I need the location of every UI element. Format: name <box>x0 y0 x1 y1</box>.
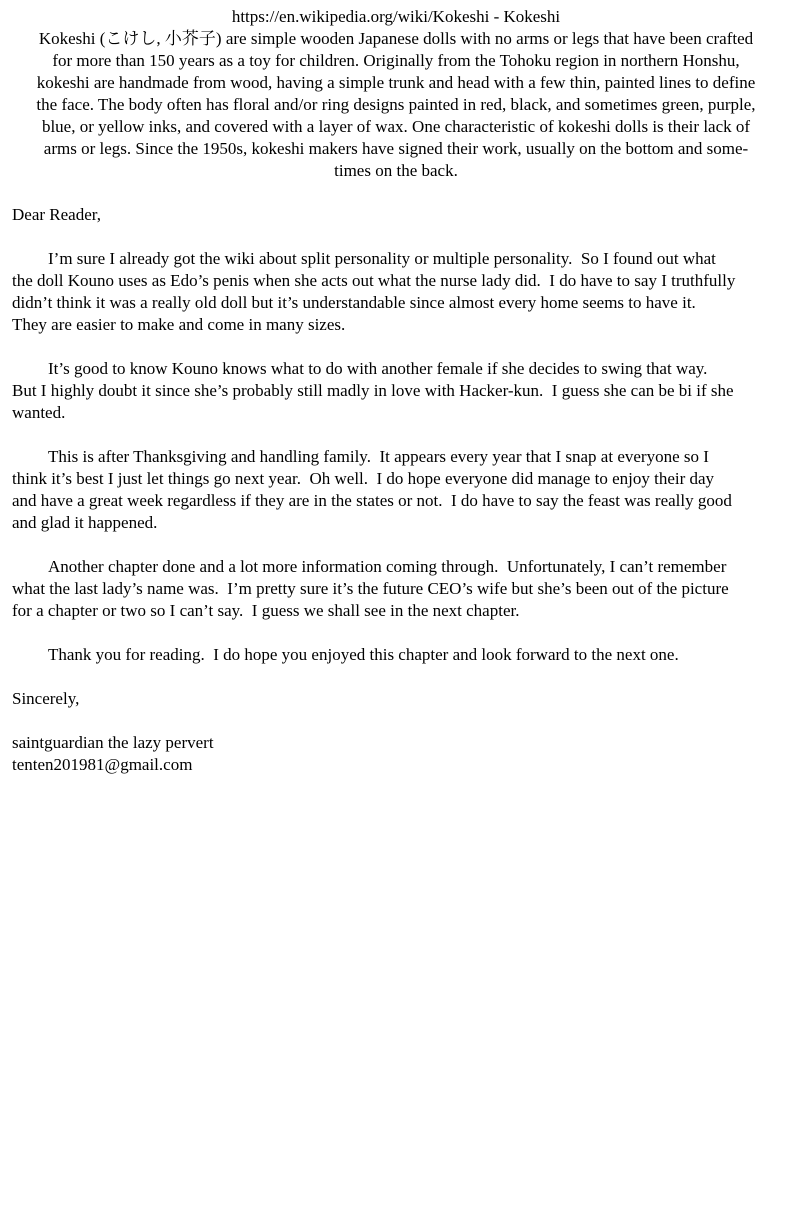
intro-line: times on the back. <box>334 161 458 180</box>
signature-name: saintguardian the lazy pervert <box>12 733 214 752</box>
closing: Sincerely, <box>12 689 80 708</box>
paragraph-line: think it’s best I just let things go next year. Oh well. I do hope everyone did manage to enjoy their day <box>12 469 715 488</box>
paragraph-line: didn’t think it was a really old doll but it’s understandable since almost every home seems to have it. <box>12 293 696 312</box>
paragraph-line: This is after Thanksgiving and handling family. It appears every year that I snap at everyone so I <box>48 447 709 466</box>
paragraph-line: for a chapter or two so I can’t say. I guess we shall see in the next chapter. <box>12 601 520 620</box>
intro-line: arms or legs. Since the 1950s, kokeshi makers have signed their work, usually on the bottom and some- <box>43 139 749 158</box>
paragraph-line: It’s good to know Kouno knows what to do with another female if she decides to swing that way. <box>48 359 708 378</box>
letter-paragraph <box>12 446 780 534</box>
intro-line: kokeshi are handmade from wood, having a simple trunk and head with a few thin, painted lines to define <box>36 73 756 92</box>
paragraph-line: the doll Kouno uses as Edo’s penis when she acts out what the nurse lady did. I do have to say I truthfully <box>12 271 736 290</box>
intro-line: blue, or yellow inks, and covered with a layer of wax. One characteristic of kokeshi dolls is their lack of <box>41 117 751 136</box>
paragraph-line: But I highly doubt it since she’s probably still madly in love with Hacker-kun. I guess she can be bi if she <box>12 381 734 400</box>
paragraph-line: I’m sure I already got the wiki about split personality or multiple personality. So I found out what <box>48 249 716 268</box>
salutation: Dear Reader, <box>12 205 101 224</box>
letter-paragraph <box>12 248 780 336</box>
paragraph-line: and glad it happened. <box>12 513 158 532</box>
email-address: tenten201981@gmail.com <box>12 755 193 774</box>
paragraph-line: and have a great week regardless if they are in the states or not. I do have to say the feast was really good <box>12 491 732 510</box>
intro-line: Kokeshi (こけし, 小芥子) are simple wooden Japanese dolls with no arms or legs that have been crafted <box>38 29 754 48</box>
paragraph-line: Another chapter done and a lot more information coming through. Unfortunately, I can’t remember <box>48 557 727 576</box>
paragraph-line: Thank you for reading. I do hope you enjoyed this chapter and look forward to the next one. <box>48 645 679 664</box>
paragraph-line: They are easier to make and come in many sizes. <box>12 315 346 334</box>
intro-line: the face. The body often has floral and/or ring designs painted in red, black, and sometimes green, purple, <box>36 95 756 114</box>
paragraph-line: what the last lady’s name was. I’m pretty sure it’s the future CEO’s wife but she’s been out of the picture <box>12 579 729 598</box>
paragraph-line: wanted. <box>12 403 66 422</box>
kokeshi-intro-paragraph <box>12 28 780 182</box>
letter-paragraph <box>12 644 780 666</box>
intro-line: for more than 150 years as a toy for children. Originally from the Tohoku region in northern Honshu, <box>52 51 740 70</box>
letter-paragraph <box>12 358 780 424</box>
source-url-line: https://en.wikipedia.org/wiki/Kokeshi - Kokeshi <box>231 7 561 26</box>
signature-block <box>12 732 780 776</box>
letter-paragraph <box>12 556 780 622</box>
